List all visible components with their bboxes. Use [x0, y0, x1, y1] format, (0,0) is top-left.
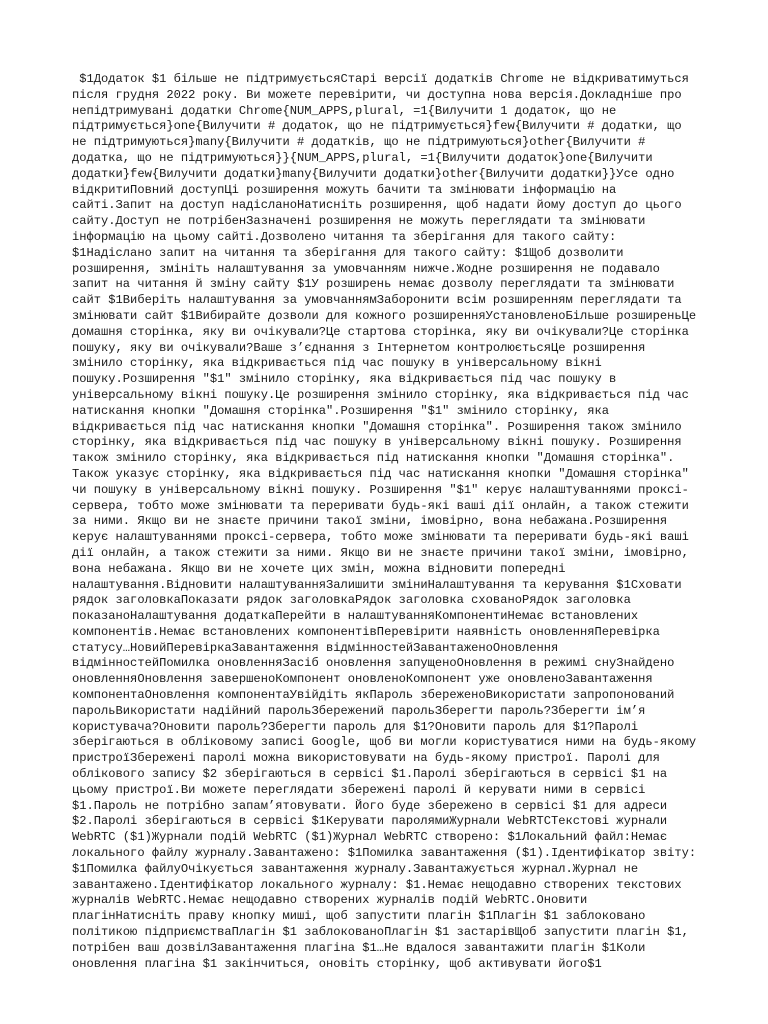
document-body-text: $1Додаток $1 більше не підтримуєтьсяСтарі версії додатків Chrome не відкриватимуться після грудня 2022 року. Ви можете перевірити, чи доступна нова версія.Докладніше про непідтримувані додатки Chrome{NUM_APPS,plural, =1{Вилучити 1 додаток, що не підтримується}one{Вилучити # додаток, що не підтримується}few{Вилучити # додатки, що не підтримуються}many{Вилучити # додатків, що не підтримуються}other{Вилучити # додатка, що не підтримуються}}{NUM_APPS,plural, =1{Вилучити додаток}one{Вилучити додатки}few{Вилучити додатки}many{Вилучити додатки}other{Вилучити додатки}}Усе одно відкритиПовний доступЦі розширення можуть бачити та змінювати інформацію на сайті.Запит на доступ надісланоНатисніть розширення, щоб надати йому доступ до цього сайту.Доступ не потрібенЗазначені розширення не можуть переглядати та змінювати інформацію на цьому сайті.Дозволено читання та зберігання для такого сайту: $1Надіслано запит на читання та зберігання для такого сайту: $1Щоб дозволити розширення, змініть налаштування за умовчанням нижче.Жодне розширення не подавало запит на читання й зміну сайту $1У розширень немає дозволу переглядати та змінювати сайт $1Виберіть налаштування за умовчаннямЗаборонити всім розширенням переглядати та змінювати сайт $1Вибирайте дозволи для кожного розширенняУстановленоБільше розширеньЦе домашня сторінка, яку ви очікували?Це стартова сторінка, яку ви очікували?Це сторінка пошуку, яку ви очікували?Ваше з’єднання з Інтернетом контролюєтьсяЦе розширення змінило сторінку, яка відкривається під час пошуку в універсальному вікні пошуку.Розширення "$1" змінило сторінку, яка відкривається під час пошуку в універсальному вікні пошуку.Це розширення змінило сторінку, яка відкривається під час натискання кнопки "Домашня сторінка".Розширення "$1" змінило сторінку, яка відкривається під час натискання кнопки "Домашня сторінка". Розширення також змінило сторінку, яка відкривається під час пошуку в універсальному вікні пошуку. Розширення також змінило сторінку, яка відкривається під натискання кнопки "Домашня сторінка". Також указує сторінку, яка відкривається під час натискання кнопки "Домашня сторінка" чи пошуку в універсальному вікні пошуку. Розширення "$1" керує налаштуваннями проксі-сервера, тобто може змінювати та переривати будь-які ваші дії онлайн, а також стежити за ними. Якщо ви не знаєте причини такої зміни, імовірно, вона небажана.Розширення керує налаштуваннями проксі-сервера, тобто може змінювати та переривати будь-які ваші дії онлайн, а також стежити за ними. Якщо ви не знаєте причини такої зміни, імовірно, вона небажана. Якщо ви не хочете цих змін, можна відновити попередні налаштування.Відновити налаштуванняЗалишити зміниНалаштування та керування $1Сховати рядок заголовкаПоказати рядок заголовкаРядок заголовка схованоРядок заголовка показаноНалаштування додаткаПерейти в налаштуванняКомпонентиНемає встановлених компонентів.Немає встановлених компонентівПеревірити наявність оновленняПеревірка статусу…НовийПеревіркаЗавантаження відмінностейЗавантаженоОновлення відмінностейПомилка оновленняЗасіб оновлення запущеноОновлення в режимі снуЗнайдено оновленняОновлення завершеноКомпонент оновленоКомпонент уже оновленоЗавантаження компонентаОновлення компонентаУвійдіть якПароль збереженоВикористати запропонований парольВикористати надійний парольЗбережений парольЗберегти пароль?Зберегти ім’я користувача?Оновити пароль?Зберегти пароль для $1?Оновити пароль для $1?Паролі зберігаються в обліковому записі Google, щоб ви могли користуватися ними на будь-якому пристроїЗбережені паролі можна використовувати на будь-якому пристрої. Паролі для облікового запису $2 зберігаються в сервісі $1.Паролі зберігаються в сервісі $1 на цьому пристрої.Ви можете переглядати збережені паролі й керувати ними в сервісі $1.Пароль не потрібно запам’ятовувати. Його буде збережено в сервісі $1 для адреси $2.Паролі зберігаються в сервісі $1Керувати паролямиЖурнали WebRTCТекстові журнали WebRTC ($1)Журнали подій WebRTC ($1)Журнал WebRTC створено: $1Локальний файл:Немає локального файлу журналу.Завантажено: $1Помилка завантаження ($1).Ідентифікатор звіту: $1Помилка файлуОчікується завантаження журналу.Завантажується журнал.Журнал не завантажено.Ідентифікатор локального журналу: $1.Немає нещодавно створених текстових журналів WebRTC.Немає нещодавно створених журналів подій WebRTC.Оновити плагінНатисніть праву кнопку миші, щоб запустити плагін $1Плагін $1 заблоковано політикою підприємстваПлагін $1 заблокованоПлагін $1 застарівЩоб запустити плагін $1, потрібен ваш дозвілЗавантаження плагіна $1…Не вдалося завантажити плагін $1Коли оновлення плагіна $1 закінчиться, оновіть сторінку, щоб активувати його$1 — [72, 72, 704, 971]
